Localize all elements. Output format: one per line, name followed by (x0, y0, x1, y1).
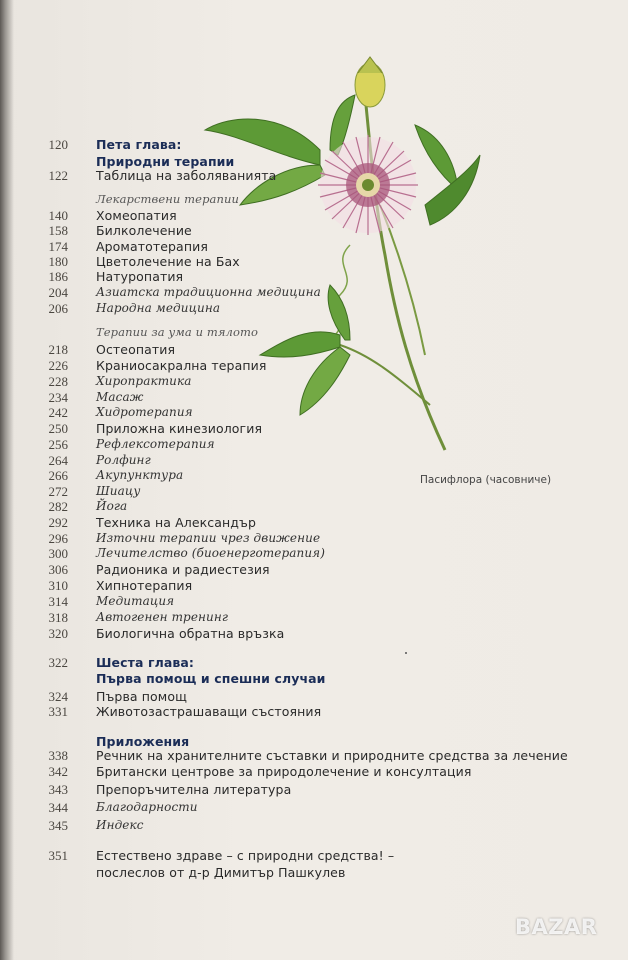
toc-title: Йога (96, 499, 128, 513)
toc-title: Медитация (96, 594, 175, 608)
toc-page-number: 343 (48, 782, 68, 797)
toc-page-number: 338 (48, 748, 68, 763)
toc-entry (0, 670, 628, 687)
toc-page-number: 140 (48, 208, 68, 223)
watermark-logo-text: BAZAR (515, 915, 598, 939)
toc-page-number: 314 (48, 594, 68, 609)
toc-page-number: 331 (48, 704, 68, 719)
toc-entry (0, 593, 628, 610)
toc-page-number: 256 (48, 437, 68, 452)
toc-entry (0, 136, 628, 153)
toc-title: Хидротерапия (96, 405, 193, 419)
toc-page-number: 345 (48, 818, 68, 833)
toc-title: послеслов от д-р Димитър Пашкулев (96, 865, 346, 880)
toc-page-number: 310 (48, 578, 68, 593)
toc-entry (0, 654, 628, 671)
toc-title: Азиатска традиционна медицина (96, 285, 321, 299)
toc-title: Рефлексотерапия (96, 437, 215, 451)
toc-entry (0, 625, 628, 642)
bazar-watermark (515, 915, 615, 945)
toc-entry (0, 300, 628, 317)
toc-page-number: 242 (48, 405, 68, 420)
toc-title: Ролфинг (96, 453, 151, 467)
toc-page-number: 206 (48, 301, 68, 316)
toc-title: Речник на хранителните съставки и природните средства за лечение (96, 748, 568, 763)
toc-page-number: 158 (48, 223, 68, 238)
toc-title: Животозастрашаващи състояния (96, 704, 322, 719)
toc-page-number: 272 (48, 484, 68, 499)
toc-heading: Шеста глава: (96, 655, 195, 670)
toc-title: Ароматотерапия (96, 239, 208, 254)
toc-page-number: 320 (48, 626, 68, 641)
illustration-caption: Пасифлора (часовниче) (420, 474, 552, 486)
toc-entry (0, 799, 628, 816)
toc-heading: Приложения (96, 734, 190, 749)
toc-page-number: 282 (48, 499, 68, 514)
toc-title: Масаж (96, 390, 144, 404)
toc-title: Акупунктура (96, 468, 184, 482)
toc-entry (0, 420, 628, 437)
toc-category: Лекарствени терапии (96, 192, 240, 206)
toc-title: Приложна кинезиология (96, 421, 263, 436)
toc-entry (0, 577, 628, 594)
toc-page-number: 342 (48, 764, 68, 779)
toc-page-number: 204 (48, 285, 68, 300)
toc-title: Първа помощ (96, 689, 187, 704)
toc-page-number: 228 (48, 374, 68, 389)
toc-entry (0, 514, 628, 531)
toc-title: Техника на Александър (96, 515, 257, 530)
toc-title: Народна медицина (96, 301, 221, 315)
toc-title: Билколечение (96, 223, 192, 238)
toc-title: Лечителство (биоенерготерапия) (96, 546, 325, 560)
toc-title: Британски центрове за природолечение и консултация (96, 764, 472, 779)
toc-title: Таблица на заболяванията (96, 168, 277, 183)
toc-title: Натуропатия (96, 269, 184, 284)
toc-page-number: 318 (48, 610, 68, 625)
toc-entry (0, 357, 628, 374)
toc-heading: Пета глава: (96, 137, 182, 152)
toc-entry (0, 703, 628, 720)
toc-title: Благодарности (96, 800, 198, 814)
toc-entry (0, 268, 628, 285)
toc-entry (0, 284, 628, 301)
toc-heading: Природни терапии (96, 154, 235, 169)
toc-title: Индекс (96, 818, 144, 832)
toc-page-number: 250 (48, 421, 68, 436)
toc-page-number: 344 (48, 800, 68, 815)
toc-page-number: 324 (48, 689, 68, 704)
toc-entry (0, 324, 628, 341)
toc-page-number: 174 (48, 239, 68, 254)
toc-title: Цветолечение на Бах (96, 254, 240, 269)
toc-entry (0, 467, 628, 484)
toc-title: Хипнотерапия (96, 578, 193, 593)
toc-page-number: 264 (48, 453, 68, 468)
toc-title: Автогенен тренинг (96, 610, 229, 624)
toc-entry (0, 609, 628, 626)
toc-page-number: 234 (48, 390, 68, 405)
toc-entry (0, 404, 628, 421)
toc-entry (0, 781, 628, 798)
toc-page-number: 226 (48, 358, 68, 373)
toc-title: Препоръчителна литература (96, 782, 292, 797)
toc-entry (0, 341, 628, 358)
toc-entry (0, 222, 628, 239)
toc-entry (0, 498, 628, 515)
toc-title: Хиропрактика (96, 374, 192, 388)
toc-title: Остеопатия (96, 342, 176, 357)
toc-title: Краниосакрална терапия (96, 358, 267, 373)
toc-entry (0, 373, 628, 390)
toc-title: Източни терапии чрез движение (96, 531, 321, 545)
toc-page-number: 351 (48, 848, 68, 863)
toc-page-number: 186 (48, 269, 68, 284)
toc-page-number: 292 (48, 515, 68, 530)
toc-entry (0, 191, 628, 208)
toc-page-number: 122 (48, 168, 68, 183)
toc-category: Терапии за ума и тялото (96, 325, 259, 339)
toc-page-number: 120 (48, 137, 68, 152)
toc-entry (0, 747, 628, 764)
toc-title: Шиацу (96, 484, 141, 498)
toc-entry (0, 561, 628, 578)
toc-entry (0, 817, 628, 834)
toc-page-number: 322 (48, 655, 68, 670)
toc-heading: Първа помощ и спешни случаи (96, 671, 326, 686)
toc-entry (0, 167, 628, 184)
page-speck (405, 652, 407, 654)
toc-page-number: 218 (48, 342, 68, 357)
toc-page-number: 180 (48, 254, 68, 269)
toc-entry (0, 847, 628, 864)
toc-title: Радионика и радиестезия (96, 562, 270, 577)
toc-page-number: 296 (48, 531, 68, 546)
toc-entry (0, 436, 628, 453)
toc-entry (0, 763, 628, 780)
toc-entry (0, 545, 628, 562)
toc-page-number: 306 (48, 562, 68, 577)
toc-entry (0, 864, 628, 881)
toc-page-number: 300 (48, 546, 68, 561)
toc-title: Естествено здраве – с природни средства! – (96, 848, 395, 863)
toc-title: Биологична обратна връзка (96, 626, 285, 641)
toc-title: Хомеопатия (96, 208, 177, 223)
toc-page-number: 266 (48, 468, 68, 483)
